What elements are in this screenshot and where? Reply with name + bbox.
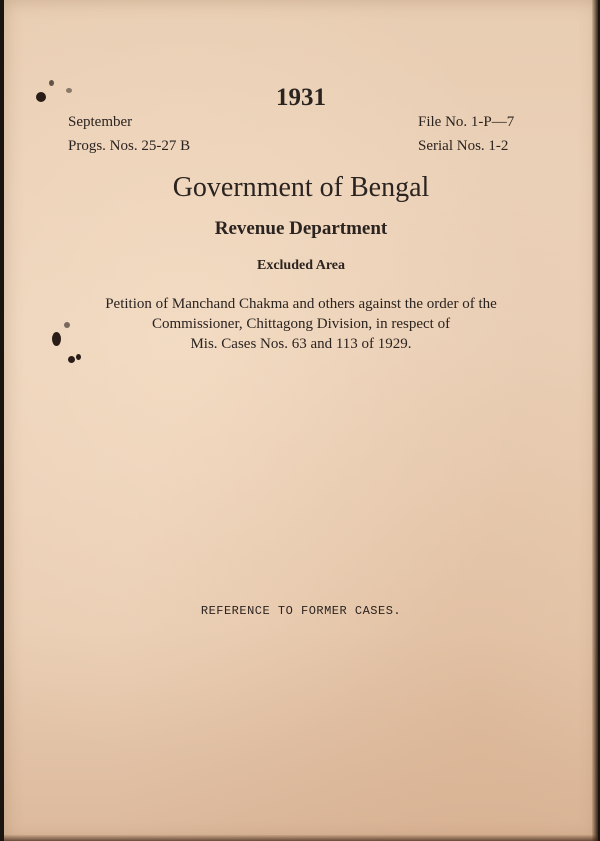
page-edge-right xyxy=(592,0,598,841)
page-edge-bottom xyxy=(4,835,598,841)
document-month: September xyxy=(68,114,133,130)
file-number: File No. 1-P—7 xyxy=(418,114,515,130)
petition-text xyxy=(4,294,598,354)
department-title: Revenue Department xyxy=(214,218,388,239)
ink-stain xyxy=(49,80,54,86)
ink-stain xyxy=(76,354,81,360)
ink-stain xyxy=(36,92,46,102)
document-year: 1931 xyxy=(276,84,326,111)
petition-line: Mis. Cases Nos. 63 and 113 of 1929. xyxy=(190,336,412,352)
ink-stain xyxy=(64,322,70,328)
serial-numbers: Serial Nos. 1-2 xyxy=(418,138,509,154)
progs-numbers: Progs. Nos. 25-27 B xyxy=(68,138,191,154)
petition-line: Commissioner, Chittagong Division, in respect of xyxy=(151,316,451,332)
ink-stain xyxy=(52,332,61,346)
petition-line: Petition of Manchand Chakma and others against the order of the xyxy=(105,296,497,312)
government-title: Government of Bengal xyxy=(172,172,430,203)
document-page xyxy=(4,0,598,841)
reference-heading: REFERENCE TO FORMER CASES. xyxy=(200,604,402,618)
area-subtitle: Excluded Area xyxy=(256,258,346,273)
ink-stain xyxy=(68,356,75,363)
ink-stain xyxy=(66,88,72,93)
